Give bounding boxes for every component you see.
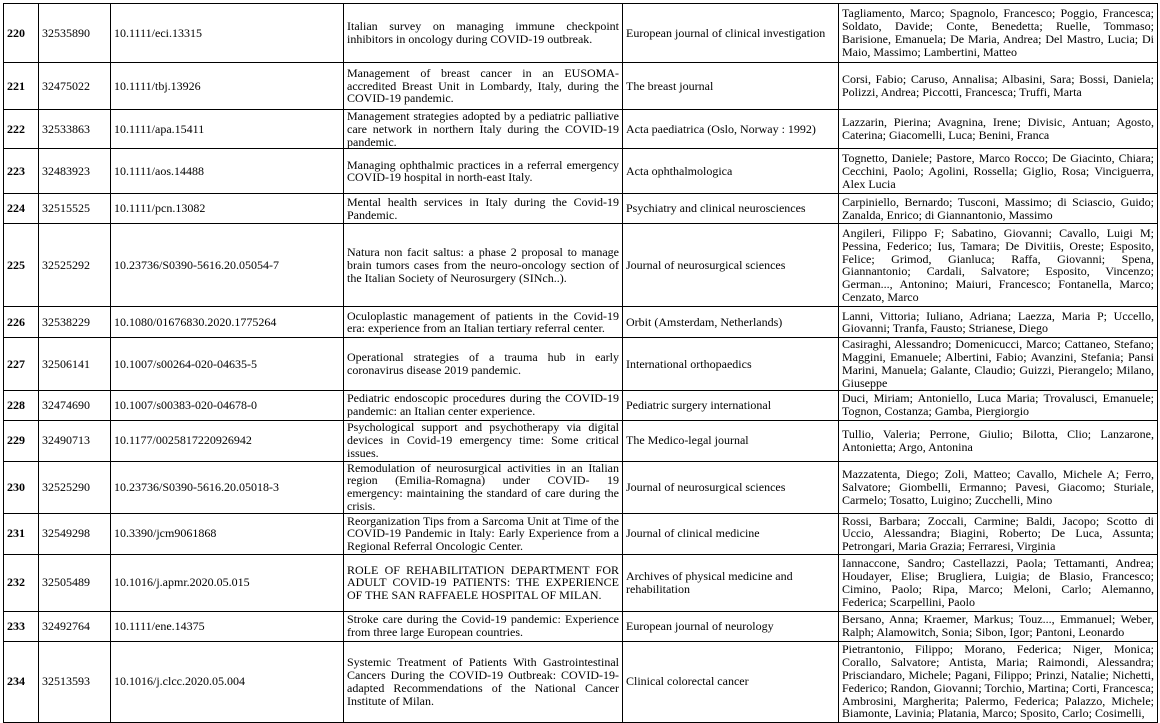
pmid-cell: 32492764 bbox=[39, 611, 111, 641]
title-cell: Reorganization Tips from a Sarcoma Unit at Time of the COVID-19 Pandemic in Italy: Early Experience from a Regional Referral Oncologic Center. bbox=[344, 513, 623, 554]
authors-text: Mazzatenta, Diego; Zoli, Matteo; Cavallo, Michele A; Ferro, Salvatore; Giombelli, Ermanno; Pavesi, Giacomo; Sturiale, Carmelo; Tosatto, Luigino; Zucchelli, Mino bbox=[842, 466, 1154, 507]
title-cell: Stroke care during the Covid-19 pandemic: Experience from three large European countries. bbox=[344, 611, 623, 641]
pmid-cell: 32525292 bbox=[39, 224, 111, 307]
table-row bbox=[4, 307, 1158, 338]
row-index: 233 bbox=[4, 611, 39, 641]
row-index: 220 bbox=[4, 4, 39, 63]
title-cell: Remodulation of neurosurgical activities in an Italian region (Emilia-Romagna) under COVID- 19 emergency: maintaining the standard of care during the crisis. bbox=[344, 461, 623, 513]
authors-cell bbox=[839, 611, 1158, 641]
title-cell: ROLE OF REHABILITATION DEPARTMENT FOR ADULT COVID-19 PATIENTS: THE EXPERIENCE OF THE SAN RAFFAELE HOSPITAL OF MILAN. bbox=[344, 554, 623, 611]
document-page bbox=[3, 3, 1157, 721]
title-cell: Management of breast cancer in an EUSOMA-accredited Breast Unit in Lombardy, Italy, during the COVID-19 pandemic. bbox=[344, 63, 623, 110]
row-index: 222 bbox=[4, 110, 39, 149]
authors-text: Tagliamento, Marco; Spagnolo, Francesco; Poggio, Francesca; Soldato, Davide; Conte, Benedetta; Ruelle, Tommaso; Barisione, Emanuela; De Maria, Andrea; Del Mastro, Lucia; Di Maio, Massimo; Lambertini, Matteo bbox=[842, 6, 1154, 59]
authors-text: Tullio, Valeria; Perrone, Giulio; Bilotta, Clio; Lanzarone, Antonietta; Argo, Antonina bbox=[842, 426, 1154, 454]
row-index: 229 bbox=[4, 420, 39, 461]
authors-cell bbox=[839, 338, 1158, 390]
row-index: 228 bbox=[4, 390, 39, 420]
pmid-cell: 32505489 bbox=[39, 554, 111, 611]
title-cell: Systemic Treatment of Patients With Gastrointestinal Cancers During the COVID-19 Outbreak: COVID-19-adapted Recommendations of the National Cancer Institute of Milan. bbox=[344, 641, 623, 722]
pmid-cell: 32490713 bbox=[39, 420, 111, 461]
row-index: 231 bbox=[4, 513, 39, 554]
pmid-cell: 32525290 bbox=[39, 461, 111, 513]
table-row bbox=[4, 641, 1158, 722]
doi-cell: 10.1111/eci.13315 bbox=[111, 4, 344, 63]
row-index: 223 bbox=[4, 149, 39, 194]
table-row bbox=[4, 554, 1158, 611]
doi-cell: 10.1177/0025817220926942 bbox=[111, 420, 344, 461]
authors-text: Tognetto, Daniele; Pastore, Marco Rocco; De Giacinto, Chiara; Cecchini, Paolo; Agolini, Rossella; Giglio, Rosa; Vinciguerra, Alex Lucia bbox=[842, 151, 1154, 191]
authors-text: Duci, Miriam; Antoniello, Luca Maria; Trovalusci, Emanuele; Tognon, Costanza; Gamba, Piergiorgio bbox=[842, 391, 1154, 419]
authors-cell bbox=[839, 149, 1158, 194]
pmid-cell: 32474690 bbox=[39, 390, 111, 420]
pmid-cell: 32533863 bbox=[39, 110, 111, 149]
doi-cell: 10.1111/pcn.13082 bbox=[111, 194, 344, 224]
pmid-cell: 32538229 bbox=[39, 307, 111, 338]
journal-cell: Archives of physical medicine and rehabilitation bbox=[623, 554, 839, 611]
authors-text: Casiraghi, Alessandro; Domenicucci, Marco; Cattaneo, Stefano; Maggini, Emanuele; Albertini, Fabio; Avanzini, Stefania; Pansi Marini, Manuela; Galante, Claudio; Guizzi, Pierangelo; Milano, Giuseppe bbox=[842, 337, 1154, 390]
table-row bbox=[4, 63, 1158, 110]
title-cell: Pediatric endoscopic procedures during the COVID-19 pandemic: an Italian center experience. bbox=[344, 390, 623, 420]
row-index: 230 bbox=[4, 461, 39, 513]
table-row bbox=[4, 461, 1158, 513]
title-cell: Psychological support and psychotherapy via digital devices in Covid-19 emergency time: Some critical issues. bbox=[344, 420, 623, 461]
title-cell: Italian survey on managing immune checkpoint inhibitors in oncology during COVID-19 outbreak. bbox=[344, 4, 623, 63]
doi-cell: 10.1016/j.apmr.2020.05.015 bbox=[111, 554, 344, 611]
row-index: 232 bbox=[4, 554, 39, 611]
journal-cell: Psychiatry and clinical neurosciences bbox=[623, 194, 839, 224]
authors-cell bbox=[839, 390, 1158, 420]
journal-cell: Journal of neurosurgical sciences bbox=[623, 461, 839, 513]
doi-cell: 10.1007/s00264-020-04635-5 bbox=[111, 338, 344, 390]
authors-cell bbox=[839, 224, 1158, 307]
journal-cell: The breast journal bbox=[623, 63, 839, 110]
title-cell: Managing ophthalmic practices in a referral emergency COVID-19 hospital in north-east Italy. bbox=[344, 149, 623, 194]
authors-cell bbox=[839, 461, 1158, 513]
authors-cell bbox=[839, 641, 1158, 722]
row-index: 221 bbox=[4, 63, 39, 110]
authors-text: Iannaccone, Sandro; Castellazzi, Paola; Tettamanti, Andrea; Houdayer, Elise; Brugliera, Luigia; de Blasio, Francesco; Cimino, Paolo; Ripa, Marco; Meloni, Carlo; Alemanno, Federica; Scarpellini, Paolo bbox=[842, 556, 1154, 609]
journal-cell: Clinical colorectal cancer bbox=[623, 641, 839, 722]
authors-cell bbox=[839, 307, 1158, 338]
journal-cell: Journal of clinical medicine bbox=[623, 513, 839, 554]
doi-cell: 10.1111/ene.14375 bbox=[111, 611, 344, 641]
table-row bbox=[4, 224, 1158, 307]
journal-cell: Acta ophthalmologica bbox=[623, 149, 839, 194]
journal-cell: Pediatric surgery international bbox=[623, 390, 839, 420]
doi-cell: 10.1111/aos.14488 bbox=[111, 149, 344, 194]
table-row bbox=[4, 513, 1158, 554]
authors-cell bbox=[839, 513, 1158, 554]
doi-cell: 10.1111/tbj.13926 bbox=[111, 63, 344, 110]
journal-cell: Acta paediatrica (Oslo, Norway : 1992) bbox=[623, 110, 839, 149]
title-cell: Mental health services in Italy during the Covid-19 Pandemic. bbox=[344, 194, 623, 224]
authors-text: Carpiniello, Bernardo; Tusconi, Massimo; di Sciascio, Guido; Zanalda, Enrico; di Giannantonio, Massimo bbox=[842, 195, 1154, 222]
authors-text: Corsi, Fabio; Caruso, Annalisa; Albasini, Sara; Bossi, Daniela; Polizzi, Andrea; Piccotti, Francesca; Truffi, Marta bbox=[842, 72, 1154, 99]
authors-text: Lazzarin, Pierina; Avagnina, Irene; Divisic, Antuan; Agosto, Caterina; Giacomelli, Luca; Benini, Franca bbox=[842, 115, 1154, 143]
row-index: 227 bbox=[4, 338, 39, 390]
pmid-cell: 32515525 bbox=[39, 194, 111, 224]
authors-text: Pietrantonio, Filippo; Morano, Federica; Niger, Monica; Corallo, Salvatore; Antista, Maria; Raimondi, Alessandra; Prisciandaro, Michele; Pagani, Filippo; Prinzi, Natalie; Nichetti, Federico; Randon, Giovanni; Torchio, Martina; Corti, Francesca; Ambrosini, Margherita; Palermo, Federica; Palazzo, Michele; Biamonte, Lavinia; Platania, Marco; Sposito, Carlo; Cosimelli, bbox=[842, 642, 1154, 721]
table-row bbox=[4, 4, 1158, 63]
authors-text: Angileri, Filippo F; Sabatino, Giovanni; Cavallo, Luigi M; Pessina, Federico; Ius, Tamara; De Divitiis, Oreste; Esposito, Felice; Grimod, Gianluca; Raffa, Giovanni; Spena, Giannantonio; Cardali, Salvatore; Esposito, Vincenzo; German..., Antonino; Maiuri, Francesco; Fontanella, Marco; Cenzato, Marco bbox=[842, 226, 1154, 304]
title-cell: Management strategies adopted by a pediatric palliative care network in northern Italy during the COVID-19 pandemic. bbox=[344, 110, 623, 149]
pmid-cell: 32475022 bbox=[39, 63, 111, 110]
table-row bbox=[4, 194, 1158, 224]
doi-cell: 10.23736/S0390-5616.20.05054-7 bbox=[111, 224, 344, 307]
pmid-cell: 32506141 bbox=[39, 338, 111, 390]
journal-cell: International orthopaedics bbox=[623, 338, 839, 390]
journal-cell: The Medico-legal journal bbox=[623, 420, 839, 461]
title-cell: Oculoplastic management of patients in the Covid-19 era: experience from an Italian tertiary referral center. bbox=[344, 307, 623, 338]
row-index: 225 bbox=[4, 224, 39, 307]
doi-cell: 10.1080/01676830.2020.1775264 bbox=[111, 307, 344, 338]
authors-cell bbox=[839, 63, 1158, 110]
journal-cell: Journal of neurosurgical sciences bbox=[623, 224, 839, 307]
authors-cell bbox=[839, 420, 1158, 461]
table-row bbox=[4, 420, 1158, 461]
doi-cell: 10.23736/S0390-5616.20.05018-3 bbox=[111, 461, 344, 513]
table-row bbox=[4, 611, 1158, 641]
table-row bbox=[4, 110, 1158, 149]
doi-cell: 10.1111/apa.15411 bbox=[111, 110, 344, 149]
doi-cell: 10.3390/jcm9061868 bbox=[111, 513, 344, 554]
title-cell: Natura non facit saltus: a phase 2 proposal to manage brain tumors cases from the neuro-oncology section of the Italian Society of Neurosurgery (SINch..). bbox=[344, 224, 623, 307]
row-index: 226 bbox=[4, 307, 39, 338]
authors-text: Rossi, Barbara; Zoccali, Carmine; Baldi, Jacopo; Scotto di Uccio, Alessandra; Biagini, Roberto; De Luca, Assunta; Petrongari, Maria Grazia; Ferraresi, Virginia bbox=[842, 513, 1154, 554]
journal-cell: Orbit (Amsterdam, Netherlands) bbox=[623, 307, 839, 338]
journal-cell: European journal of clinical investigation bbox=[623, 4, 839, 63]
journal-cell: European journal of neurology bbox=[623, 611, 839, 641]
pmid-cell: 32513593 bbox=[39, 641, 111, 722]
authors-cell bbox=[839, 4, 1158, 63]
authors-text: Bersano, Anna; Kraemer, Markus; Touz..., Emmanuel; Weber, Ralph; Alamowitch, Sonia; Sibon, Igor; Pantoni, Leonardo bbox=[842, 612, 1154, 640]
authors-cell bbox=[839, 194, 1158, 224]
row-index: 234 bbox=[4, 641, 39, 722]
doi-cell: 10.1007/s00383-020-04678-0 bbox=[111, 390, 344, 420]
pmid-cell: 32535890 bbox=[39, 4, 111, 63]
authors-cell bbox=[839, 554, 1158, 611]
table-row bbox=[4, 338, 1158, 390]
authors-text: Lanni, Vittoria; Iuliano, Adriana; Laezza, Maria P; Uccello, Giovanni; Tranfa, Fausto; Strianese, Diego bbox=[842, 308, 1154, 336]
references-table bbox=[3, 3, 1158, 723]
doi-cell: 10.1016/j.clcc.2020.05.004 bbox=[111, 641, 344, 722]
pmid-cell: 32483923 bbox=[39, 149, 111, 194]
table-row bbox=[4, 390, 1158, 420]
pmid-cell: 32549298 bbox=[39, 513, 111, 554]
row-index: 224 bbox=[4, 194, 39, 224]
title-cell: Operational strategies of a trauma hub in early coronavirus disease 2019 pandemic. bbox=[344, 338, 623, 390]
table-row bbox=[4, 149, 1158, 194]
authors-cell bbox=[839, 110, 1158, 149]
table-body bbox=[4, 4, 1158, 723]
